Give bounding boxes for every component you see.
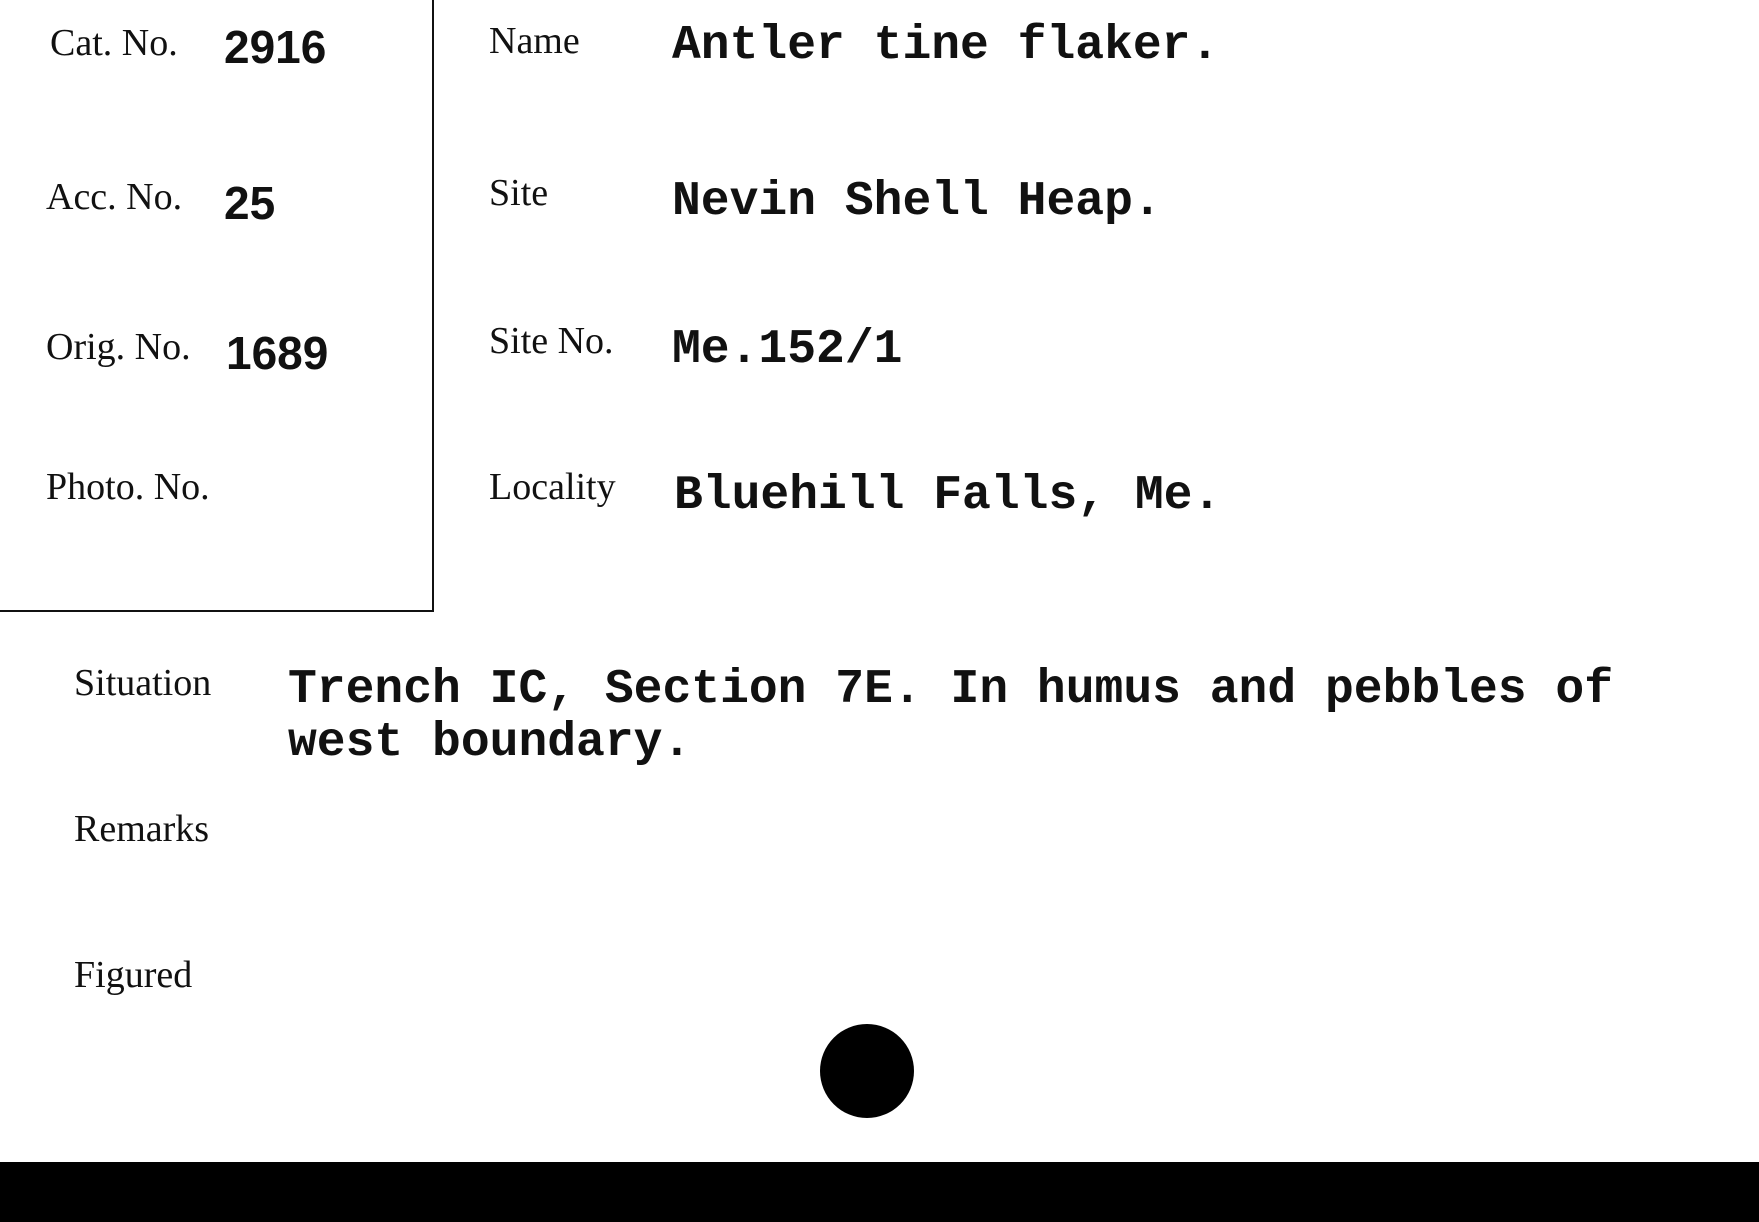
photo-no-label: Photo. No. <box>46 466 210 508</box>
remarks-label: Remarks <box>74 808 210 850</box>
figured-label: Figured <box>74 954 193 996</box>
acc-no-value: 25 <box>224 177 276 229</box>
acc-no-label: Acc. No. <box>46 176 183 218</box>
name-value: Antler tine flaker. <box>672 19 1220 73</box>
punch-hole <box>820 1024 914 1118</box>
situation-value: Trench IC, Section 7E. In humus and pebbles of west boundary. <box>288 663 1614 770</box>
orig-no-label: Orig. No. <box>46 326 191 368</box>
cat-no-value: 2916 <box>224 21 327 73</box>
cat-no-label: Cat. No. <box>50 22 178 64</box>
site-no-label: Site No. <box>489 320 614 362</box>
scan-bottom-edge <box>0 1162 1759 1222</box>
site-no-value: Me.152/1 <box>672 323 903 377</box>
locality-label: Locality <box>489 466 616 508</box>
name-label: Name <box>489 20 580 62</box>
situation-label: Situation <box>74 662 212 704</box>
id-number-box <box>0 0 434 612</box>
orig-no-value: 1689 <box>226 327 329 379</box>
site-value: Nevin Shell Heap. <box>672 175 1162 229</box>
locality-value: Bluehill Falls, Me. <box>674 469 1222 523</box>
site-label: Site <box>489 172 549 214</box>
